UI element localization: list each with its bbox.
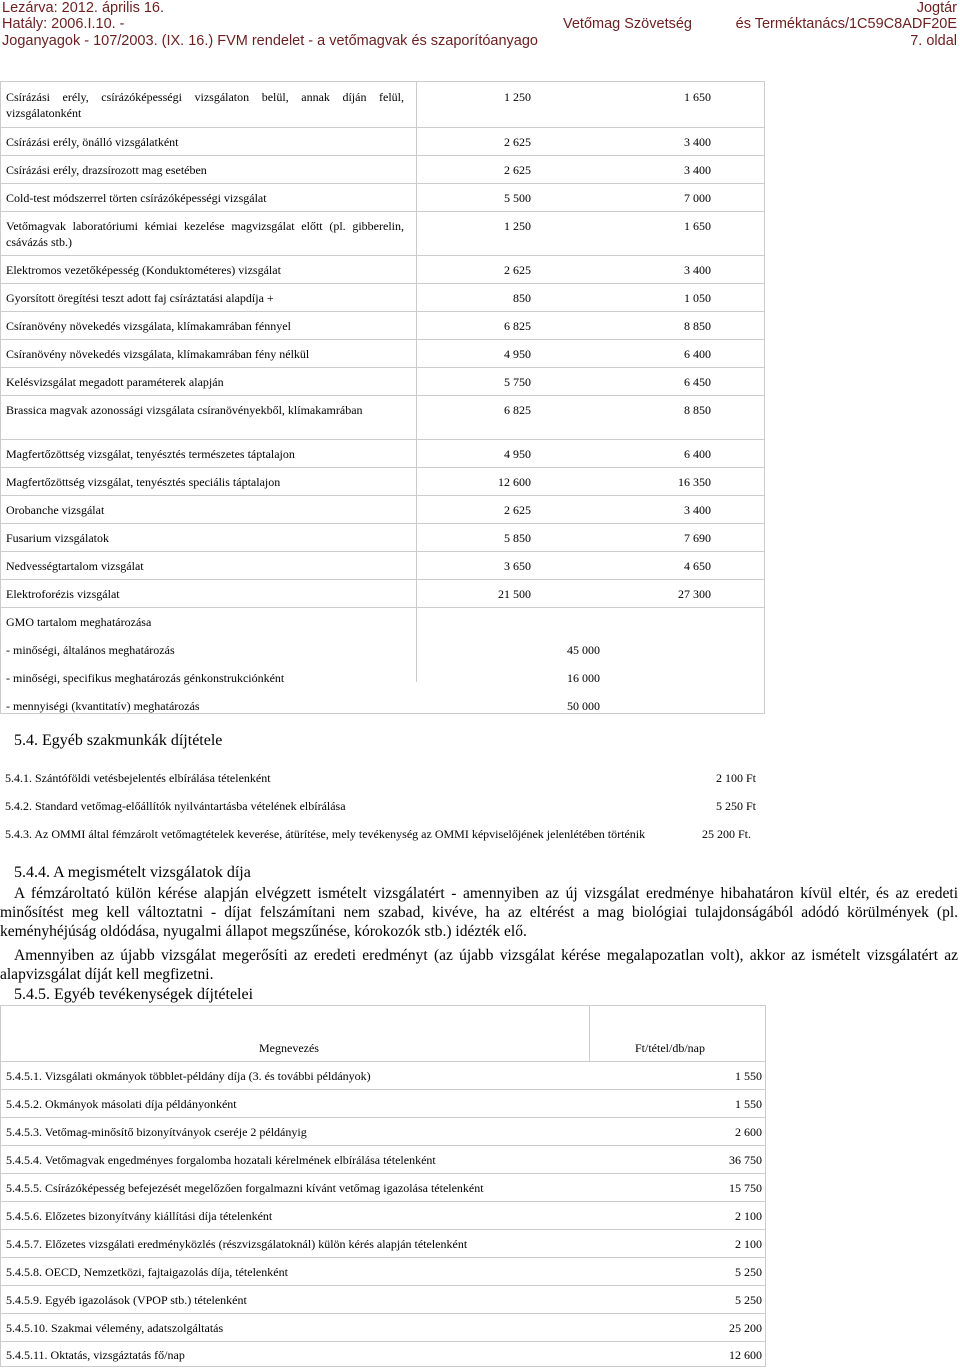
column-divider bbox=[416, 82, 417, 682]
fee-row-value-2: 1 650 bbox=[684, 90, 711, 104]
fee-row-name: Orobanche vizsgálat bbox=[6, 503, 105, 517]
fee-row-name: 5.4.5.4. Vetőmagvak engedményes forgalomba hozatali kérelmének elbírálása tételenként bbox=[6, 1153, 436, 1167]
paragraph: A fémzároltató külön kérése alapján elvégzett ismételt vizsgálatért - amennyiben az új vizsgálat eredménye hibahatáron kívül eltér, és az eredeti minősítést meg kell változtatni - díjat felszámítani nem szabad, kivéve, ha az eltérést a mag biológiai tulajdonságából adódó körülmények (pl. keményhéjúság oldódása, nyugalmi állapot megszűnése, kórokozók stb.) idézték elő. bbox=[0, 885, 958, 940]
fee-row-value: 2 600 bbox=[735, 1125, 762, 1139]
fee-row-name: 5.4.5.10. Szakmai vélemény, adatszolgáltatás bbox=[6, 1321, 224, 1335]
header-closed-date: Lezárva: 2012. április 16. bbox=[2, 0, 165, 16]
fee-row-value-2: 4 650 bbox=[684, 559, 711, 573]
fee-row-value: 2 100 bbox=[735, 1209, 762, 1223]
header-source: Jogtár bbox=[916, 0, 957, 16]
fee-row-value-1: 5 500 bbox=[504, 191, 531, 205]
gmo-row-name: - mennyiségi (kvantitatív) meghatározás bbox=[6, 699, 200, 713]
fee-item-value: 25 200 Ft. bbox=[702, 827, 752, 841]
fee-row-value: 1 550 bbox=[735, 1097, 762, 1111]
fee-row-value-2: 1 050 bbox=[684, 291, 711, 305]
page-header bbox=[0, 0, 960, 50]
fee-row-name: 5.4.5.9. Egyéb igazolások (VPOP stb.) tételenként bbox=[6, 1293, 247, 1307]
fee-row-name: Magfertőzöttség vizsgálat, tenyésztés speciális táptalajon bbox=[6, 475, 281, 489]
fee-row-value: 2 100 bbox=[735, 1237, 762, 1251]
fee-row-name: Cold-test módszerrel törten csírázóképességi vizsgálat bbox=[6, 191, 267, 205]
fee-row-value-1: 2 625 bbox=[504, 135, 531, 149]
gmo-row-name: - minőségi, általános meghatározás bbox=[6, 643, 175, 657]
fee-row-name: Elektromos vezetőképesség (Konduktométeres) vizsgálat bbox=[6, 263, 281, 277]
fee-row-value-2: 3 400 bbox=[684, 163, 711, 177]
column-header-value: Ft/tétel/db/nap bbox=[635, 1041, 705, 1055]
gmo-row-value: 45 000 bbox=[567, 643, 600, 657]
header-page-number: 7. oldal bbox=[910, 33, 957, 49]
fee-row-value-2: 6 450 bbox=[684, 375, 711, 389]
fee-row-name: 5.4.5.8. OECD, Nemzetközi, fajtaigazolás díja, tételenként bbox=[6, 1265, 288, 1279]
fee-row-value-1: 2 625 bbox=[504, 503, 531, 517]
fee-row-name: Csíranövény növekedés vizsgálata, klímakamrában fénnyel bbox=[6, 319, 291, 333]
fee-item-value: 5 250 Ft bbox=[716, 799, 757, 813]
fee-row-name: 5.4.5.2. Okmányok másolati díja példányonként bbox=[6, 1097, 237, 1111]
gmo-row-value: 16 000 bbox=[567, 671, 600, 685]
header-law-reference: Joganyagok - 107/2003. (IX. 16.) FVM rendelet - a vetőmagvak és szaporítóanyago bbox=[2, 33, 538, 49]
fee-row-value-1: 1 250 bbox=[504, 219, 531, 233]
fee-row-name: 5.4.5.1. Vizsgálati okmányok többlet-példány díja (3. és további példányok) bbox=[6, 1069, 371, 1083]
fee-row-name: Kelésvizsgálat megadott paraméterek alapján bbox=[6, 375, 224, 389]
fee-item-text: 5.4.1. Szántóföldi vetésbejelentés elbírálása tételenként bbox=[5, 771, 271, 785]
fee-row-name: 5.4.5.3. Vetőmag-minősítő bizonyítványok cseréje 2 példányig bbox=[6, 1125, 307, 1139]
header-organization: Vetőmag Szövetség bbox=[563, 16, 692, 32]
fee-row-value: 12 600 bbox=[729, 1348, 762, 1362]
fee-row-value-2: 3 400 bbox=[684, 135, 711, 149]
fee-row-value-1: 2 625 bbox=[504, 263, 531, 277]
fee-row-value-2: 3 400 bbox=[684, 503, 711, 517]
fee-row-name: Gyorsított öregítési teszt adott faj csíráztatási alapdíja + bbox=[6, 291, 274, 305]
fee-row-value-2: 8 850 bbox=[684, 403, 711, 417]
fee-row-value-2: 3 400 bbox=[684, 263, 711, 277]
fee-row-name: Magfertőzöttség vizsgálat, tenyésztés természetes táptalajon bbox=[6, 447, 295, 461]
fee-row-name: 5.4.5.11. Oktatás, vizsgáztatás fő/nap bbox=[6, 1348, 185, 1362]
fee-row-name: Csírázási erély, csírázóképességi vizsgálaton belül, annak díján felül, vizsgálatonként bbox=[6, 90, 404, 120]
fee-row-value: 5 250 bbox=[735, 1293, 762, 1307]
header-document-id: és Terméktanács/1C59C8ADF20E bbox=[735, 16, 957, 32]
fee-row-value-1: 5 750 bbox=[504, 375, 531, 389]
fee-row-value-1: 6 825 bbox=[504, 403, 531, 417]
fee-row-value-2: 8 850 bbox=[684, 319, 711, 333]
fee-row-name: 5.4.5.5. Csírázóképesség befejezését megelőzően forgalmazni kívánt vetőmag igazolása tételenként bbox=[6, 1181, 484, 1195]
section-title: 5.4.5. Egyéb tevékenységek díjtételei bbox=[14, 986, 254, 1003]
other-fees-table bbox=[0, 1005, 766, 1367]
fee-row-value-1: 6 825 bbox=[504, 319, 531, 333]
fee-row-value: 25 200 bbox=[729, 1321, 762, 1335]
fee-item-text: 5.4.3. Az OMMI által fémzárolt vetőmagtételek keverése, átürítése, mely tevékenység az OMMI képviselőjének jelenlétében történik bbox=[5, 827, 646, 841]
header-effective-date: Hatály: 2006.I.10. - bbox=[2, 16, 125, 32]
fee-item-value: 2 100 Ft bbox=[716, 771, 757, 785]
fee-row-value-2: 7 000 bbox=[684, 191, 711, 205]
fee-row-value-2: 1 650 bbox=[684, 219, 711, 233]
fee-row-name: Fusarium vizsgálatok bbox=[6, 531, 109, 545]
fee-row-value-1: 1 250 bbox=[504, 90, 531, 104]
fee-row-value-1: 12 600 bbox=[498, 475, 531, 489]
fee-row-name: Brassica magvak azonossági vizsgálata csíranövényekből, klímakamrában bbox=[6, 403, 363, 417]
gmo-title: GMO tartalom meghatározása bbox=[6, 615, 152, 629]
fee-row-value-1: 21 500 bbox=[498, 587, 531, 601]
fee-item-text: 5.4.2. Standard vetőmag-előállítók nyilvántartásba vételének elbírálása bbox=[5, 799, 346, 813]
fee-row-value-2: 6 400 bbox=[684, 347, 711, 361]
section-title: 5.4.4. A megismételt vizsgálatok díja bbox=[14, 864, 251, 881]
fee-row-name: 5.4.5.6. Előzetes bizonyítvány kiállítási díja tételenként bbox=[6, 1209, 273, 1223]
paragraph: Amennyiben az újabb vizsgálat megerősíti az eredeti eredményt (az újabb vizsgálat kérése megalapozatlan volt), akkor az ismételt vizsgálatért az alapvizsgálat díját kell megfizetni. bbox=[0, 947, 958, 983]
fee-row-name: Elektroforézis vizsgálat bbox=[6, 587, 120, 601]
fee-row-value-1: 5 850 bbox=[504, 531, 531, 545]
fee-row-value: 15 750 bbox=[729, 1181, 762, 1195]
fee-table bbox=[0, 81, 765, 714]
fee-row-value-2: 6 400 bbox=[684, 447, 711, 461]
fee-row-name: Csírázási erély, drazsírozott mag esetében bbox=[6, 163, 207, 177]
fee-row-value: 36 750 bbox=[729, 1153, 762, 1167]
gmo-row-value: 50 000 bbox=[567, 699, 600, 713]
fee-row-value-2: 7 690 bbox=[684, 531, 711, 545]
fee-row-name: Csíranövény növekedés vizsgálata, klímakamrában fény nélkül bbox=[6, 347, 310, 361]
fee-row-value: 1 550 bbox=[735, 1069, 762, 1083]
fee-row-name: 5.4.5.7. Előzetes vizsgálati eredményközlés (részvizsgálatoknál) külön kérés alapján tételenként bbox=[6, 1237, 468, 1251]
fee-row-value-1: 2 625 bbox=[504, 163, 531, 177]
fee-row-value-2: 27 300 bbox=[678, 587, 711, 601]
fee-row-name: Csírázási erély, önálló vizsgálatként bbox=[6, 135, 179, 149]
column-header-name: Megnevezés bbox=[259, 1041, 319, 1055]
fee-row-value: 5 250 bbox=[735, 1265, 762, 1279]
section-title: 5.4. Egyéb szakmunkák díjtétele bbox=[14, 732, 223, 749]
gmo-row-name: - minőségi, specifikus meghatározás génkonstrukciónként bbox=[6, 671, 285, 685]
column-divider bbox=[589, 1006, 590, 1061]
fee-row-value-1: 4 950 bbox=[504, 347, 531, 361]
fee-row-value-1: 3 650 bbox=[504, 559, 531, 573]
fee-row-name: Vetőmagvak laboratóriumi kémiai kezelése magvizsgálat előtt (pl. gibberelin, csávázás stb.) bbox=[6, 219, 404, 249]
fee-row-value-2: 16 350 bbox=[678, 475, 711, 489]
fee-row-value-1: 850 bbox=[513, 291, 531, 305]
fee-row-name: Nedvességtartalom vizsgálat bbox=[6, 559, 144, 573]
fee-row-value-1: 4 950 bbox=[504, 447, 531, 461]
